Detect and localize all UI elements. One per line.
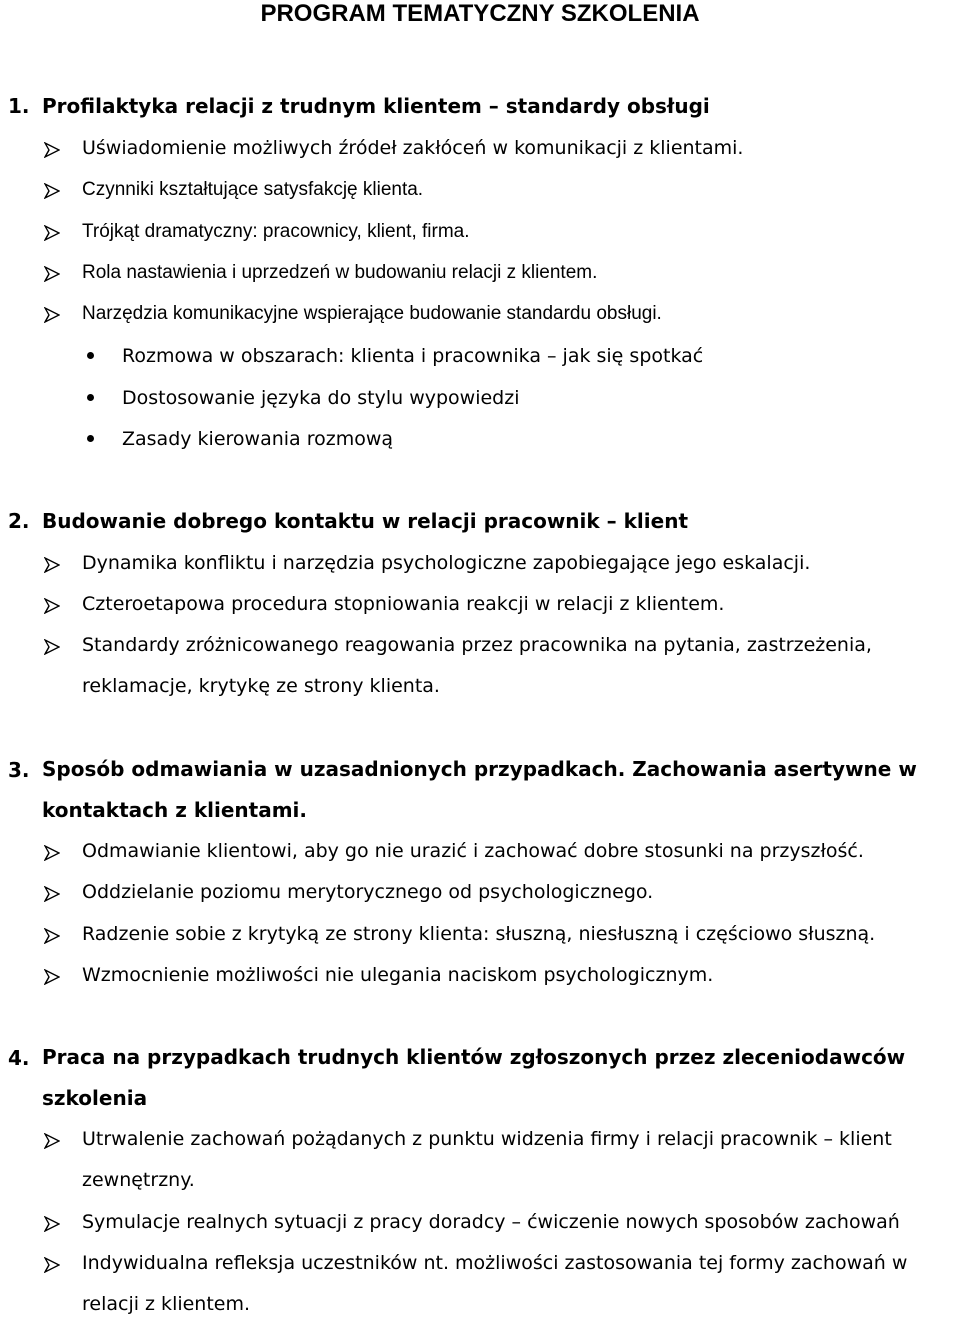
- arrow-bullet-icon: [44, 845, 60, 861]
- list-item: Oddzielanie poziomu merytorycznego od psychologicznego.: [82, 881, 654, 903]
- list-item: Odmawianie klientowi, aby go nie urazić i zachować dobre stosunki na przyszłość.: [82, 840, 864, 862]
- arrow-bullet-icon: [44, 639, 60, 655]
- bullet-dot-icon: [87, 352, 94, 359]
- section-number: 3.: [8, 758, 30, 782]
- bullet-dot-icon: [87, 394, 94, 401]
- arrow-bullet-icon: [44, 969, 60, 985]
- section-title: Budowanie dobrego kontaktu w relacji pracownik – klient: [42, 509, 689, 533]
- arrow-bullet-icon: [44, 266, 60, 282]
- arrow-bullet-icon: [44, 598, 60, 614]
- list-item: Radzenie sobie z krytyką ze strony klienta: słuszną, niesłuszną i częściowo słuszną.: [82, 923, 876, 945]
- list-item: Czteroetapowa procedura stopniowania reakcji w relacji z klientem.: [82, 593, 725, 615]
- arrow-bullet-icon: [44, 225, 60, 241]
- arrow-bullet-icon: [44, 142, 60, 158]
- list-item: Wzmocnienie możliwości nie ulegania naciskom psychologicznym.: [82, 964, 714, 986]
- sub-list-item: Zasady kierowania rozmową: [122, 428, 394, 450]
- section-number: 4.: [8, 1046, 30, 1070]
- bullet-dot-icon: [87, 435, 94, 442]
- arrow-bullet-icon: [44, 1133, 60, 1149]
- list-item: Trójkąt dramatyczny: pracownicy, klient, firma.: [82, 221, 470, 242]
- arrow-bullet-icon: [44, 307, 60, 323]
- arrow-bullet-icon: [44, 557, 60, 573]
- list-item: Standardy zróżnicowanego reagowania przez pracownika na pytania, zastrzeżenia, reklamacje, krytykę ze strony klienta.: [82, 634, 872, 697]
- arrow-bullet-icon: [44, 183, 60, 199]
- arrow-bullet-icon: [44, 886, 60, 902]
- list-item: Symulacje realnych sytuacji z pracy doradcy – ćwiczenie nowych sposobów zachowań: [82, 1211, 900, 1233]
- sub-list-item: Rozmowa w obszarach: klienta i pracownika – jak się spotkać: [122, 345, 704, 367]
- document-title: PROGRAM TEMATYCZNY SZKOLENIA: [260, 0, 700, 27]
- arrow-bullet-icon: [44, 928, 60, 944]
- list-item: Utrwalenie zachowań pożądanych z punktu widzenia firmy i relacji pracownik – klient zewnętrzny.: [82, 1128, 892, 1191]
- section-number: 2.: [8, 509, 30, 533]
- section-title: Sposób odmawiania w uzasadnionych przypadkach. Zachowania asertywne w kontaktach z klientami.: [42, 757, 917, 822]
- arrow-bullet-icon: [44, 1216, 60, 1232]
- arrow-bullet-icon: [44, 1257, 60, 1273]
- list-item: Czynniki kształtujące satysfakcję klienta.: [82, 179, 424, 200]
- list-item: Uświadomienie możliwych źródeł zakłóceń w komunikacji z klientami.: [82, 137, 744, 159]
- list-item: Dynamika konfliktu i narzędzia psychologiczne zapobiegające jego eskalacji.: [82, 552, 811, 574]
- sub-list-item: Dostosowanie języka do stylu wypowiedzi: [122, 387, 520, 409]
- list-item: Indywidualna refleksja uczestników nt. możliwości zastosowania tej formy zachowań w relacji z klientem.: [82, 1252, 908, 1315]
- list-item: Narzędzia komunikacyjne wspierające budowanie standardu obsługi.: [82, 303, 662, 324]
- list-item: Rola nastawienia i uprzedzeń w budowaniu relacji z klientem.: [82, 262, 598, 283]
- section-number: 1.: [8, 94, 30, 118]
- section-title: Profilaktyka relacji z trudnym klientem – standardy obsługi: [42, 94, 710, 118]
- section-title: Praca na przypadkach trudnych klientów zgłoszonych przez zleceniodawców szkolenia: [42, 1045, 906, 1110]
